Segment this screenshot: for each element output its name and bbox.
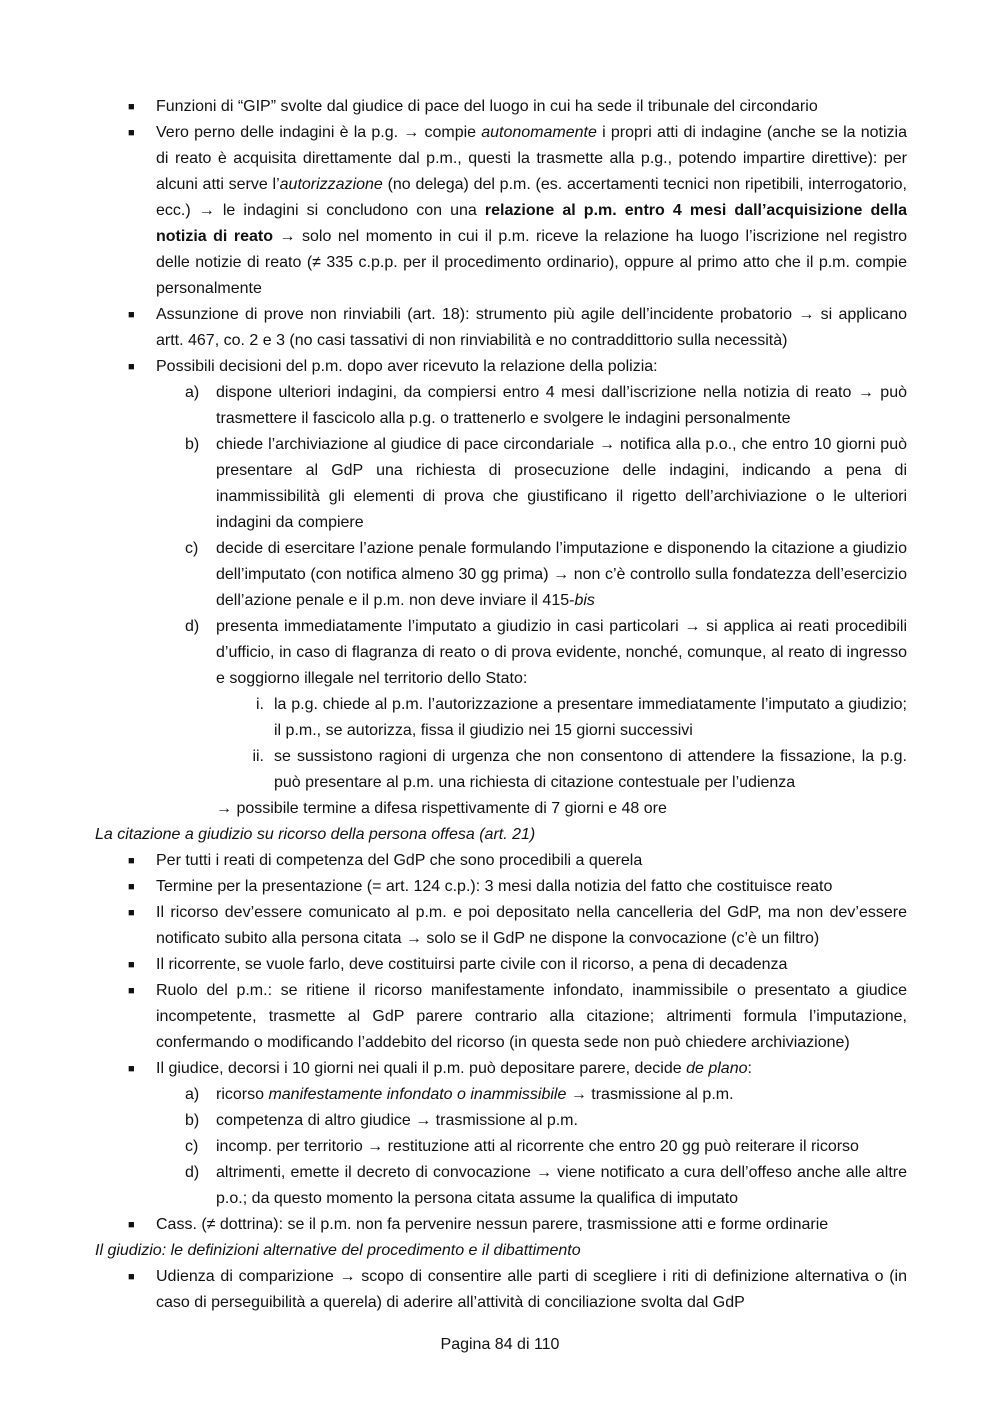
list-item	[95, 1264, 907, 1316]
list-item	[95, 120, 907, 302]
text-run: → solo nel momento in cui il p.m. riceve la relazione ha luogo l’iscrizione nel registro delle notizie di reato (≠ 335 c.p.p. per il procedimento ordinario), oppure al primo atto che il p.m. compie personalmente	[156, 228, 907, 297]
bullet-square-icon: ■	[128, 907, 135, 919]
text-run: ricorso	[216, 1086, 269, 1103]
list-item	[95, 94, 907, 120]
section-heading-citazione: La citazione a giudizio su ricorso della persona offesa (art. 21)	[95, 826, 536, 843]
list-item	[95, 614, 907, 692]
text-run: chiede l’archiviazione al giudice di pace circondariale → notifica alla p.o., che entro 10 giorni può presentare al GdP una richiesta di prosecuzione delle indagini, indicando a pena di inammissibilità gli elementi di prova che giustificano il rigetto dell’archiviazione o le ulteriori indagini da compiere	[216, 436, 907, 531]
list-item-text	[156, 956, 787, 973]
list-item	[95, 692, 907, 744]
arrow-note: → possibile termine a difesa rispettivamente di 7 giorni e 48 ore	[216, 800, 667, 817]
sub-point-list	[95, 692, 907, 796]
bullet-square-icon: ■	[128, 101, 135, 113]
text-run: incomp. per territorio → restituzione atti al ricorrente che entro 20 gg può reiterare il ricorso	[216, 1138, 859, 1155]
list-item	[95, 874, 907, 900]
text-run: manifestamente infondato o inammissibile	[268, 1086, 567, 1103]
list-marker: d)	[185, 618, 200, 635]
list-marker: b)	[185, 1112, 200, 1129]
text-run: bis	[574, 592, 595, 609]
list-item-text	[156, 1060, 752, 1077]
judge-options-list	[95, 1082, 907, 1212]
bullet-square-icon: ■	[128, 1271, 135, 1283]
bullet-square-icon: ■	[128, 959, 135, 971]
bullet-square-icon: ■	[128, 1063, 135, 1075]
list-item-text	[216, 618, 907, 687]
list-item	[95, 1082, 907, 1108]
list-item	[95, 536, 907, 614]
text-run: Vero perno delle indagini è la p.g. → compie	[156, 124, 482, 141]
text-run: Assunzione di prove non rinviabili (art. 18): strumento più agile dell’incidente probatorio → si applicano artt. 467, co. 2 e 3 (no casi tassativi di non rinviabilità e no contraddittorio sulla necessità)	[156, 306, 907, 349]
text-run: presenta immediatamente l’imputato a giudizio in casi particolari → si applica ai reati procedibili d’ufficio, in caso di flagranza di reato o di prova evidente, nonché, comunque, al reato di ingresso e soggiorno illegale nel territorio dello Stato:	[216, 618, 907, 687]
list-item-text	[156, 904, 907, 947]
bullet-square-icon: ■	[128, 855, 135, 867]
text-run: i propri atti di indagine (anche se la notizia di reato è acquisita direttamente dal p.m., questi la trasmette alla p.g., potendo impartire direttive): per alcuni atti serve l’	[156, 124, 907, 193]
list-item-text	[156, 852, 642, 869]
text-run: competenza di altro giudice → trasmissione al p.m.	[216, 1112, 578, 1129]
text-run: dispone ulteriori indagini, da compiersi entro 4 mesi dall’iscrizione nella notizia di reato → può trasmettere il fascicolo alla p.g. o trattenerlo e svolgere le indagini personalmente	[216, 384, 907, 427]
text-run: decide di esercitare l’azione penale formulando l’imputazione e disponendo la citazione a giudizio dell’imputato (con notifica almeno 30 gg prima) → non c’è controllo sulla fondatezza dell’esercizio dell’azione penale e il p.m. non deve inviare il 415-	[216, 540, 907, 609]
list-marker: c)	[185, 1138, 199, 1155]
list-item	[95, 432, 907, 536]
list-item	[95, 380, 907, 432]
list-item-text: la p.g. chiede al p.m. l’autorizzazione a presentare immediatamente l’imputato a giudizio; il p.m., se autorizza, fissa il giudizio nei 15 giorni successivi	[274, 696, 907, 739]
list-item-text	[216, 1138, 859, 1155]
bullet-square-icon: ■	[128, 309, 135, 321]
list-item	[95, 354, 907, 380]
text-run: Il giudice, decorsi i 10 giorni nei quali il p.m. può depositare parere, decide	[156, 1060, 687, 1077]
list-item-text	[216, 1164, 907, 1207]
list-item	[95, 302, 907, 354]
text-run: altrimenti, emette il decreto di convocazione → viene notificato a cura dell’offeso anche alle altre p.o.; da questo momento la persona citata assume la qualifica di imputato	[216, 1164, 907, 1207]
text-run: Per tutti i reati di competenza del GdP che sono procedibili a querela	[156, 852, 643, 869]
list-marker: b)	[185, 436, 200, 453]
list-item-text	[156, 124, 907, 297]
text-run: → trasmissione al p.m.	[566, 1086, 734, 1103]
list-item	[95, 900, 907, 952]
list-marker: a)	[185, 1086, 200, 1103]
text-run: de plano	[686, 1060, 748, 1077]
text-run: Possibili decisioni del p.m. dopo aver ricevuto la relazione della polizia:	[156, 358, 658, 375]
list-item	[95, 1108, 907, 1134]
text-run: Ruolo del p.m.: se ritiene il ricorso manifestamente infondato, inammissibile o presentato a giudice incompetente, trasmette al GdP parere contrario alla citazione; altrimenti formula l’imputazione, confermando o modificando l’addebito del ricorso (in questa sede non può chiedere archiviazione)	[156, 982, 907, 1051]
list-item	[95, 848, 907, 874]
text-run: Termine per la presentazione (= art. 124 c.p.): 3 mesi dalla notizia del fatto che costituisce reato	[156, 878, 833, 895]
bullet-square-icon: ■	[128, 361, 135, 373]
bullet-square-icon: ■	[128, 881, 135, 893]
section-heading-giudizio: Il giudizio: le definizioni alternative del procedimento e il dibattimento	[95, 1242, 581, 1259]
list-item-text	[156, 358, 658, 375]
list-marker: c)	[185, 540, 199, 557]
list-item-text	[156, 306, 907, 349]
decision-list	[95, 380, 907, 692]
bullet-list-2	[95, 848, 907, 1082]
list-item	[95, 1212, 907, 1238]
list-item-text	[156, 1268, 907, 1311]
page-number: Pagina 84 di 110	[440, 1336, 560, 1353]
list-item-text	[216, 384, 907, 427]
text-run: Il ricorrente, se vuole farlo, deve costituirsi parte civile con il ricorso, a pena di decadenza	[156, 956, 788, 973]
bullet-square-icon: ■	[128, 985, 135, 997]
text-run: :	[747, 1060, 752, 1077]
list-marker: d)	[185, 1164, 200, 1181]
list-item	[95, 744, 907, 796]
bullet-list-1	[95, 94, 907, 380]
bullet-list-4	[95, 1264, 907, 1316]
list-item-text	[156, 878, 832, 895]
text-run: autonomamente	[481, 124, 597, 141]
list-item	[95, 1160, 907, 1212]
bullet-list-3	[95, 1212, 907, 1238]
list-item-text	[216, 1086, 734, 1103]
list-item-text	[216, 1112, 578, 1129]
list-item	[95, 1134, 907, 1160]
list-item-text	[216, 540, 907, 609]
text-run: relazione al p.m. entro 4 mesi dall’acquisizione della notizia di reato	[156, 202, 907, 245]
text-run: (no delega) del p.m. (es. accertamenti tecnici non ripetibili, interrogatorio, ecc.) → le indagini si concludono con una	[156, 176, 908, 219]
list-marker: ii.	[252, 748, 264, 765]
bullet-square-icon: ■	[128, 1219, 135, 1231]
list-item-text: Cass. (≠ dottrina): se il p.m. non fa pervenire nessun parere, trasmissione atti e forme ordinarie	[156, 1216, 829, 1233]
text-run: autorizzazione	[279, 176, 383, 193]
page-content	[95, 94, 907, 1316]
list-item	[95, 978, 907, 1056]
list-marker: i.	[256, 696, 264, 713]
list-marker: a)	[185, 384, 200, 401]
text-run: Udienza di comparizione → scopo di consentire alle parti di scegliere i riti di definizione alternativa o (in caso di perseguibilità a querela) di aderire all’attività di conciliazione svolta dal GdP	[156, 1268, 907, 1311]
list-item-text: se sussistono ragioni di urgenza che non consentono di attendere la fissazione, la p.g. può presentare al p.m. una richiesta di citazione contestuale per l’udienza	[274, 748, 907, 791]
list-item-text	[216, 436, 907, 531]
list-item	[95, 1056, 907, 1082]
bullet-square-icon: ■	[128, 127, 135, 139]
text-run: Funzioni di “GIP” svolte dal giudice di pace del luogo in cui ha sede il tribunale del circondario	[156, 98, 818, 115]
list-item	[95, 952, 907, 978]
text-run: Il ricorso dev’essere comunicato al p.m. e poi depositato nella cancelleria del GdP, ma non dev’essere notificato subito alla persona citata → solo se il GdP ne dispone la convocazione (c’è un filtro)	[156, 904, 907, 947]
list-item-text	[156, 98, 818, 115]
list-item-text	[156, 982, 907, 1051]
